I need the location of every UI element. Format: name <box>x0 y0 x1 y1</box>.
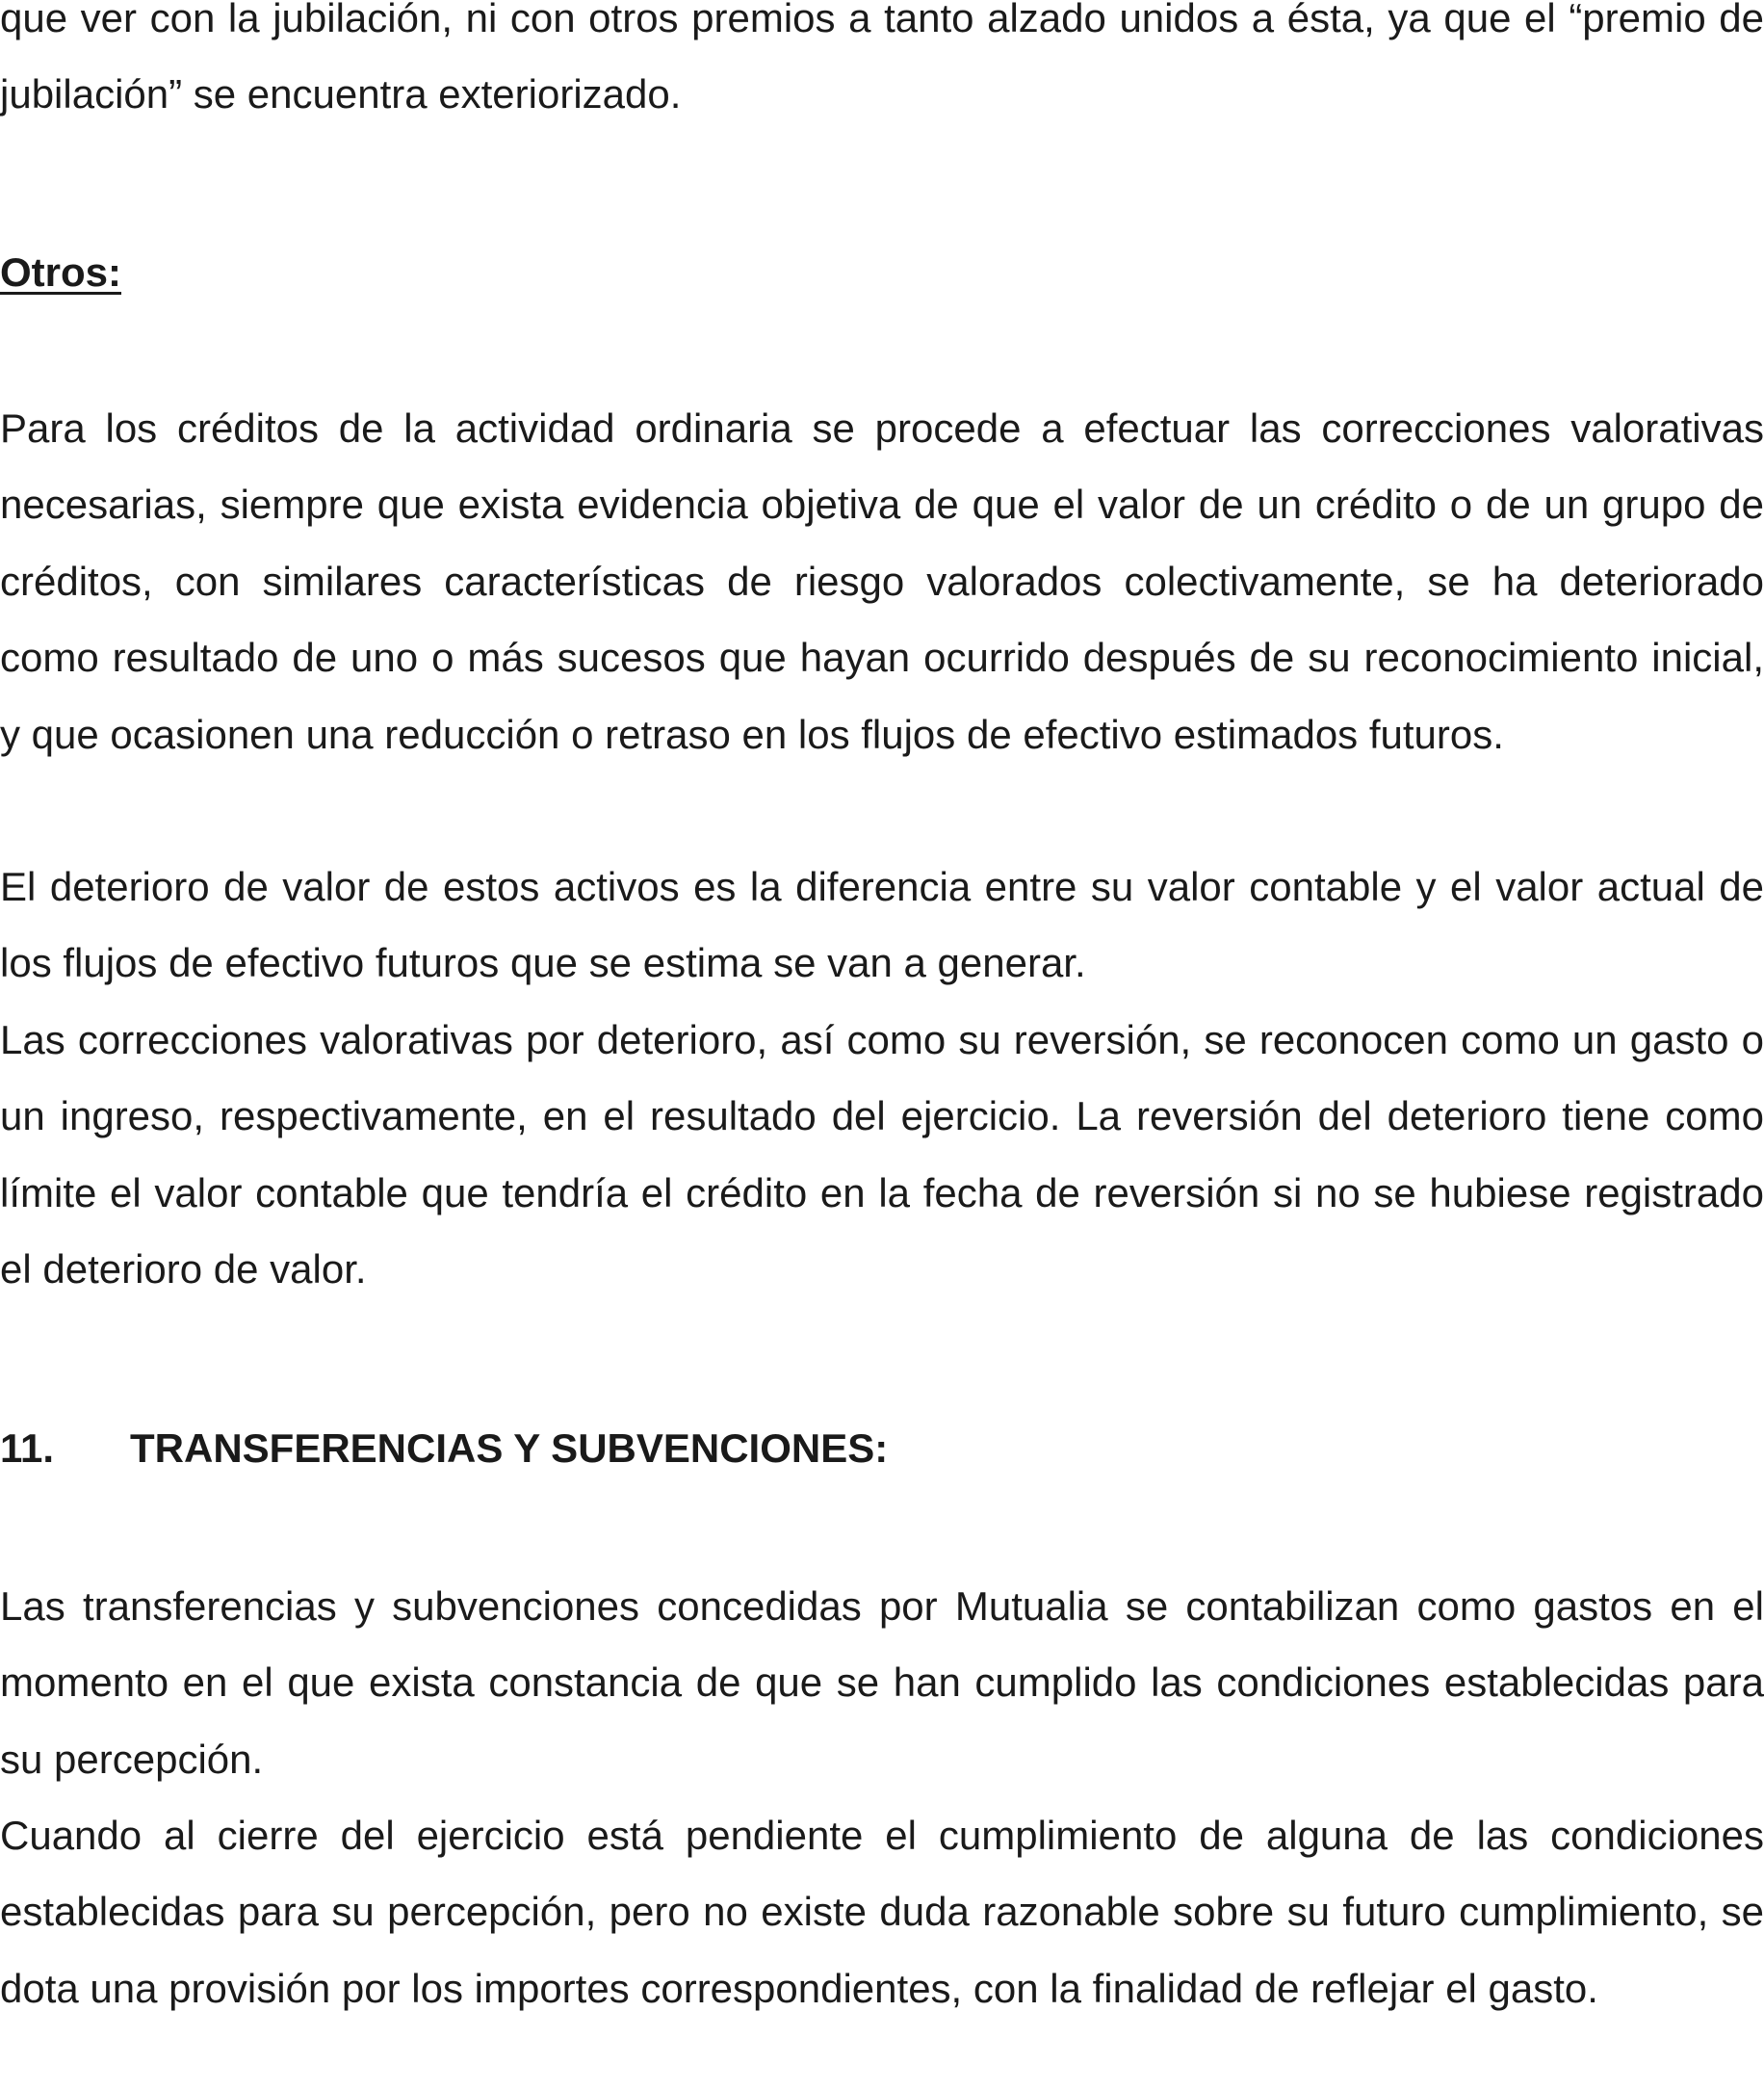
otros-paragraph-3: Las correcciones valorativas por deterioro, así como su reversión, se reconocen como un gasto o un ingreso, respectivamente, en el resultado del ejercicio. La reversión del deterioro tiene como límite el valor contable que tendría el crédito en la fecha de reversión si no se hubiese registrado el deterioro de valor. <box>0 1017 1764 1293</box>
otros-paragraph-1: Para los créditos de la actividad ordinaria se procede a efectuar las correcciones valorativas necesarias, siempre que exista evidencia objetiva de que el valor de un crédito o de un grupo de créditos, con similares características de riesgo valorados colectivamente, se ha deteriorado como resultado de uno o más sucesos que hayan ocurrido después de su reconocimiento inicial, y que ocasionen una reducción o retraso en los flujos de efectivo estimados futuros. <box>0 405 1764 757</box>
section-number: 11. <box>0 1425 55 1471</box>
intro-paragraph-fragment: que ver con la jubilación, ni con otros premios a tanto alzado unidos a ésta, ya que el “premio de jubilación” se encuentra exteriorizado. <box>0 0 1764 118</box>
section-heading-11 <box>0 1410 888 1486</box>
otros-paragraph-2: El deterioro de valor de estos activos es la diferencia entre su valor contable y el valor actual de los flujos de efectivo futuros que se estima se van a generar. <box>0 864 1764 986</box>
section-11-paragraph-1: Las transferencias y subvenciones concedidas por Mutualia se contabilizan como gastos en el momento en el que exista constancia de que se han cumplido las condiciones establecidas para su percepción. <box>0 1583 1764 1782</box>
section-heading-otros: Otros: <box>0 249 121 295</box>
section-11-paragraph-2: Cuando al cierre del ejercicio está pendiente el cumplimiento de alguna de las condiciones establecidas para su percepción, pero no existe duda razonable sobre su futuro cumplimiento, se dota una provisión por los importes correspondientes, con la finalidad de reflejar el gasto. <box>0 1813 1764 2011</box>
section-title: TRANSFERENCIAS Y SUBVENCIONES: <box>130 1425 889 1471</box>
